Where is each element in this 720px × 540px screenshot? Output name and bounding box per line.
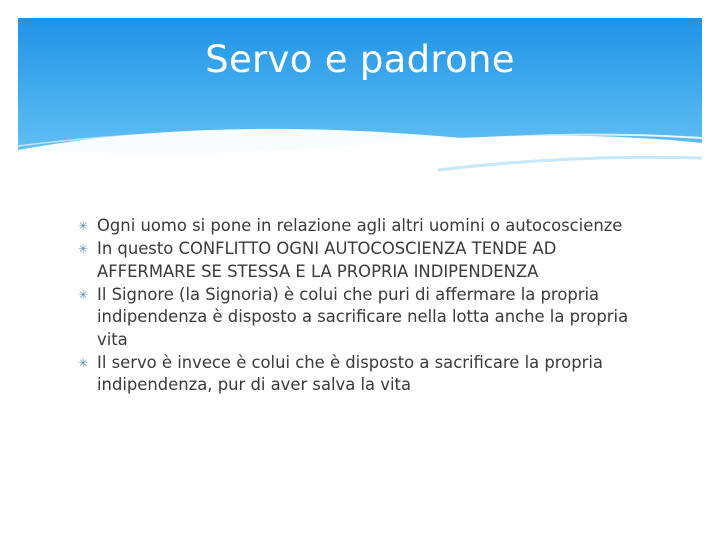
bullet-item <box>78 352 658 397</box>
bullet-item <box>78 284 658 352</box>
bullet-text: Ogni uomo si pone in relazione agli altri uomini o autocoscienze <box>97 216 623 235</box>
slide-title: Servo e padrone <box>205 38 515 81</box>
asterisk-icon: ✳ <box>78 242 89 256</box>
bullet-list <box>78 215 658 397</box>
bullet-text: In questo CONFLITTO OGNI AUTOCOSCIENZA TENDE AD AFFERMARE SE STESSA E LA PROPRIA INDIPENDENZA <box>97 239 557 281</box>
bullet-text: Il Signore (la Signoria) è colui che puri di affermare la propria indipendenza è disposto a sacrificare nella lotta anche la propria vita <box>97 284 629 349</box>
banner-wave-1 <box>18 129 702 198</box>
bullet-text: Il servo è invece è colui che è disposto a sacrificare la propria indipendenza, pur di aver salva la vita <box>97 352 603 394</box>
asterisk-icon: ✳ <box>78 219 89 233</box>
bullet-item <box>78 238 658 283</box>
asterisk-icon: ✳ <box>78 287 89 302</box>
asterisk-icon: ✳ <box>78 355 89 370</box>
bullet-item <box>78 215 658 238</box>
